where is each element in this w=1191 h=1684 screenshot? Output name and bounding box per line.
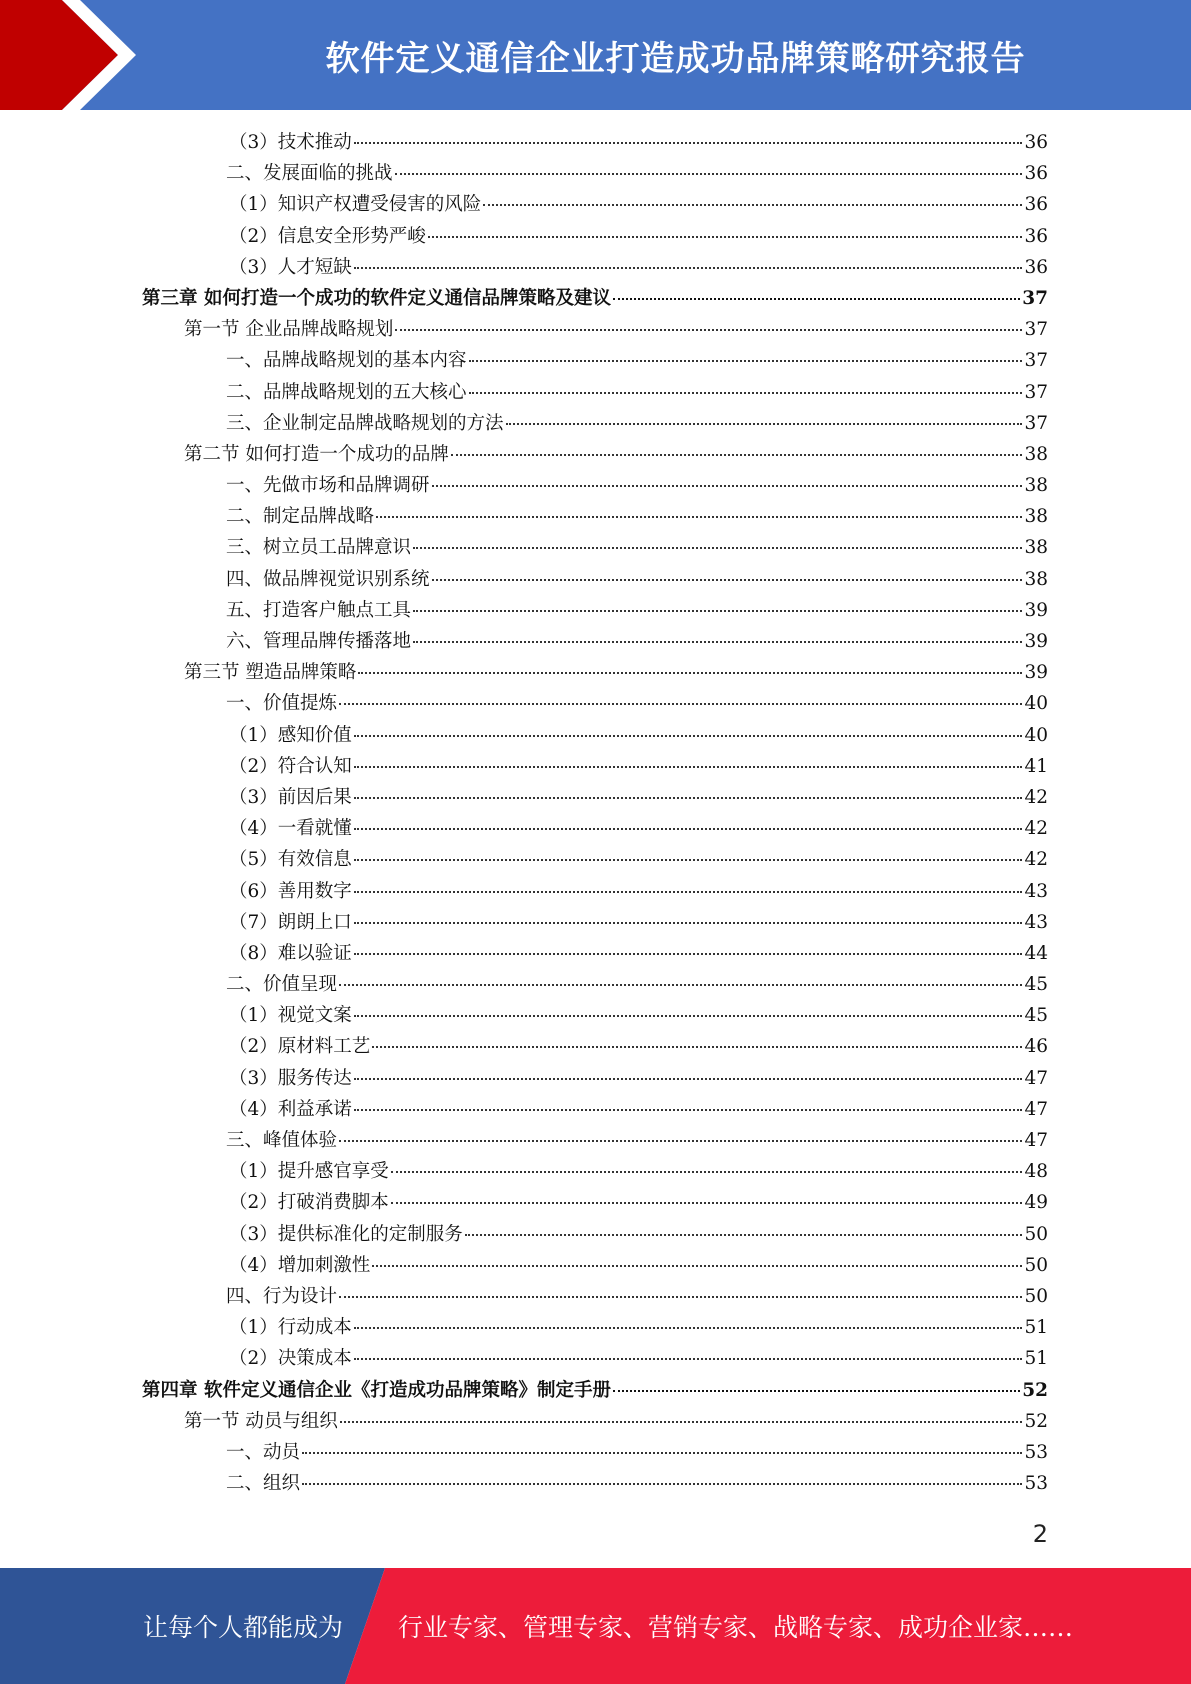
toc-entry[interactable] bbox=[142, 346, 1048, 377]
toc-entry[interactable] bbox=[142, 1344, 1048, 1375]
toc-dot-leader bbox=[354, 266, 1023, 269]
toc-entry-label: 第一节 动员与组织 bbox=[184, 1410, 338, 1432]
toc-dot-leader bbox=[432, 578, 1023, 581]
toc-entry[interactable] bbox=[142, 1438, 1048, 1469]
toc-dot-leader bbox=[354, 796, 1023, 799]
toc-entry-page: 38 bbox=[1024, 568, 1048, 590]
toc-entry-label: （6）善用数字 bbox=[229, 880, 352, 902]
toc-entry-label: 第三章 如何打造一个成功的软件定义通信品牌策略及建议 bbox=[142, 287, 611, 309]
toc-entry-page: 52 bbox=[1022, 1379, 1048, 1401]
toc-entry[interactable] bbox=[142, 1376, 1048, 1407]
toc-entry-label: 四、行为设计 bbox=[226, 1285, 338, 1307]
toc-entry-page: 47 bbox=[1024, 1130, 1048, 1151]
toc-entry[interactable] bbox=[142, 908, 1048, 939]
toc-entry-label: （2）决策成本 bbox=[229, 1348, 352, 1370]
toc-entry-page: 37 bbox=[1022, 287, 1048, 309]
toc-entry-page: 36 bbox=[1024, 132, 1048, 153]
toc-entry-page: 42 bbox=[1024, 818, 1048, 840]
toc-entry[interactable] bbox=[142, 1407, 1048, 1438]
toc-entry-label: （2）符合认知 bbox=[229, 755, 352, 777]
toc-entry-page: 43 bbox=[1024, 911, 1048, 933]
toc-entry[interactable] bbox=[142, 1001, 1048, 1032]
page-header bbox=[0, 0, 1191, 110]
toc-entry-page: 36 bbox=[1024, 256, 1048, 278]
toc-dot-leader bbox=[413, 546, 1022, 549]
toc-entry-page: 38 bbox=[1024, 506, 1048, 528]
toc-dot-leader bbox=[483, 203, 1022, 206]
toc-entry-label: 四、做品牌视觉识别系统 bbox=[226, 568, 430, 590]
table-of-contents bbox=[142, 128, 1048, 1500]
toc-entry-page: 46 bbox=[1024, 1036, 1048, 1058]
toc-dot-leader bbox=[376, 515, 1022, 518]
toc-dot-leader bbox=[340, 1420, 1023, 1423]
toc-dot-leader bbox=[372, 1045, 1022, 1048]
toc-entry[interactable] bbox=[142, 533, 1048, 564]
toc-entry-page: 47 bbox=[1024, 1067, 1048, 1089]
toc-entry[interactable] bbox=[142, 1032, 1048, 1063]
toc-entry[interactable] bbox=[142, 627, 1048, 658]
toc-entry-label: （4）一看就懂 bbox=[229, 818, 352, 840]
toc-entry-page: 39 bbox=[1024, 599, 1048, 621]
toc-dot-leader bbox=[339, 983, 1022, 986]
toc-dot-leader bbox=[354, 827, 1023, 830]
toc-dot-leader bbox=[451, 453, 1023, 456]
toc-entry[interactable] bbox=[142, 1469, 1048, 1500]
toc-entry-label: （1）知识产权遭受侵害的风险 bbox=[229, 194, 482, 216]
toc-entry-page: 45 bbox=[1024, 1005, 1048, 1027]
toc-dot-leader bbox=[613, 1389, 1020, 1392]
toc-dot-leader bbox=[354, 1326, 1023, 1329]
toc-entry-label: 一、价值提炼 bbox=[226, 693, 338, 715]
toc-entry[interactable] bbox=[142, 783, 1048, 814]
toc-entry[interactable] bbox=[142, 596, 1048, 627]
toc-entry-label: 三、树立员工品牌意识 bbox=[226, 537, 412, 559]
toc-entry-label: 六、管理品牌传播落地 bbox=[226, 631, 412, 652]
toc-entry-label: 第二节 如何打造一个成功的品牌 bbox=[184, 443, 449, 465]
toc-entry[interactable] bbox=[142, 1157, 1048, 1188]
toc-entry[interactable] bbox=[142, 565, 1048, 596]
toc-entry-label: （3）服务传达 bbox=[229, 1067, 352, 1089]
toc-dot-leader bbox=[354, 952, 1023, 955]
toc-entry-page: 40 bbox=[1024, 724, 1048, 746]
toc-dot-leader bbox=[413, 609, 1022, 612]
toc-dot-leader bbox=[354, 734, 1023, 737]
toc-dot-leader bbox=[354, 141, 1023, 144]
toc-entry-page: 47 bbox=[1024, 1098, 1048, 1120]
toc-entry-label: 二、价值呈现 bbox=[226, 974, 338, 996]
toc-entry-page: 51 bbox=[1024, 1317, 1048, 1339]
page-footer bbox=[0, 1568, 1191, 1684]
toc-dot-leader bbox=[469, 391, 1023, 394]
toc-entry-page: 36 bbox=[1024, 194, 1048, 216]
toc-entry[interactable] bbox=[142, 471, 1048, 502]
toc-dot-leader bbox=[395, 172, 1023, 175]
toc-entry-label: 一、品牌战略规划的基本内容 bbox=[226, 350, 467, 372]
toc-dot-leader bbox=[339, 1295, 1022, 1298]
toc-entry[interactable] bbox=[142, 1282, 1048, 1313]
toc-entry[interactable] bbox=[142, 222, 1048, 253]
toc-entry[interactable] bbox=[142, 440, 1048, 471]
toc-entry-label: （5）有效信息 bbox=[229, 849, 352, 871]
toc-dot-leader bbox=[372, 1264, 1022, 1267]
toc-entry-page: 48 bbox=[1024, 1161, 1048, 1183]
toc-entry-page: 37 bbox=[1024, 381, 1048, 403]
toc-entry-label: （4）利益承诺 bbox=[229, 1098, 352, 1120]
toc-entry-label: （3）人才短缺 bbox=[229, 256, 352, 278]
toc-entry-label: 二、发展面临的挑战 bbox=[226, 163, 393, 185]
footer-slogan-left: 让每个人都能成为 bbox=[143, 1613, 344, 1642]
toc-dot-leader bbox=[506, 422, 1023, 425]
toc-entry-page: 37 bbox=[1024, 319, 1048, 341]
toc-entry-page: 38 bbox=[1024, 475, 1048, 497]
toc-entry[interactable] bbox=[142, 1313, 1048, 1344]
toc-dot-leader bbox=[391, 1201, 1023, 1204]
toc-entry-page: 53 bbox=[1024, 1441, 1048, 1463]
toc-entry-label: （3）提供标准化的定制服务 bbox=[229, 1223, 463, 1245]
toc-entry-label: 二、制定品牌战略 bbox=[226, 506, 375, 528]
toc-entry[interactable] bbox=[142, 939, 1048, 970]
toc-entry[interactable] bbox=[142, 378, 1048, 409]
toc-entry-page: 36 bbox=[1024, 225, 1048, 247]
toc-entry[interactable] bbox=[142, 877, 1048, 908]
toc-entry-label: （4）增加刺激性 bbox=[229, 1254, 371, 1276]
toc-entry[interactable] bbox=[142, 970, 1048, 1001]
toc-dot-leader bbox=[302, 1451, 1022, 1454]
toc-entry-page: 43 bbox=[1024, 880, 1048, 902]
document-title: 软件定义通信企业打造成功品牌策略研究报告 bbox=[325, 38, 1026, 79]
toc-entry-page: 53 bbox=[1024, 1473, 1048, 1495]
toc-dot-leader bbox=[465, 1233, 1023, 1236]
toc-dot-leader bbox=[613, 297, 1020, 300]
toc-dot-leader bbox=[395, 328, 1022, 331]
toc-entry[interactable] bbox=[142, 502, 1048, 533]
toc-entry-label: 一、先做市场和品牌调研 bbox=[226, 475, 430, 497]
toc-entry-label: （1）视觉文案 bbox=[229, 1005, 352, 1027]
toc-entry-page: 42 bbox=[1024, 786, 1048, 808]
toc-entry-label: 五、打造客户触点工具 bbox=[226, 599, 412, 621]
toc-entry[interactable] bbox=[142, 1064, 1048, 1095]
toc-entry[interactable] bbox=[142, 1251, 1048, 1282]
toc-entry-label: 二、品牌战略规划的五大核心 bbox=[226, 381, 467, 403]
toc-dot-leader bbox=[354, 858, 1023, 861]
toc-entry-label: （2）原材料工艺 bbox=[229, 1036, 371, 1058]
toc-entry-page: 41 bbox=[1024, 755, 1048, 777]
toc-entry[interactable] bbox=[142, 284, 1048, 315]
toc-entry-page: 40 bbox=[1024, 693, 1048, 715]
toc-dot-leader bbox=[469, 359, 1023, 362]
toc-entry[interactable] bbox=[142, 1126, 1048, 1157]
toc-dot-leader bbox=[354, 1357, 1023, 1360]
toc-dot-leader bbox=[354, 1108, 1023, 1111]
toc-entry-page: 39 bbox=[1024, 662, 1048, 684]
toc-entry-page: 50 bbox=[1024, 1223, 1048, 1245]
toc-entry[interactable] bbox=[142, 689, 1048, 720]
toc-entry-label: （3）技术推动 bbox=[229, 132, 352, 153]
toc-dot-leader bbox=[432, 484, 1023, 487]
toc-entry-page: 51 bbox=[1024, 1348, 1048, 1370]
toc-entry-page: 38 bbox=[1024, 537, 1048, 559]
toc-dot-leader bbox=[339, 1139, 1022, 1142]
toc-entry-label: 第四章 软件定义通信企业《打造成功品牌策略》制定手册 bbox=[142, 1379, 611, 1401]
toc-entry[interactable] bbox=[142, 1188, 1048, 1219]
page-number: 2 bbox=[1032, 1520, 1048, 1548]
toc-entry[interactable] bbox=[142, 190, 1048, 221]
toc-entry-label: （1）提升感官享受 bbox=[229, 1161, 389, 1183]
toc-entry-label: （2）打破消费脚本 bbox=[229, 1192, 389, 1214]
toc-entry-page: 44 bbox=[1024, 942, 1048, 964]
toc-entry-label: 三、峰值体验 bbox=[226, 1130, 338, 1151]
toc-dot-leader bbox=[354, 890, 1023, 893]
toc-dot-leader bbox=[354, 1014, 1023, 1017]
toc-entry-page: 39 bbox=[1024, 631, 1048, 652]
toc-entry[interactable] bbox=[142, 752, 1048, 783]
toc-entry-label: （7）朗朗上口 bbox=[229, 911, 352, 933]
toc-dot-leader bbox=[358, 671, 1022, 674]
toc-entry-label: 三、企业制定品牌战略规划的方法 bbox=[226, 412, 504, 434]
toc-entry[interactable] bbox=[142, 1220, 1048, 1251]
toc-entry-label: 二、组织 bbox=[226, 1473, 301, 1495]
toc-entry-page: 37 bbox=[1024, 350, 1048, 372]
toc-entry[interactable] bbox=[142, 1095, 1048, 1126]
toc-dot-leader bbox=[354, 921, 1023, 924]
toc-entry[interactable] bbox=[142, 658, 1048, 689]
toc-entry-label: （1）感知价值 bbox=[229, 724, 352, 746]
toc-dot-leader bbox=[354, 1077, 1023, 1080]
toc-entry[interactable] bbox=[142, 845, 1048, 876]
toc-entry-label: （2）信息安全形势严峻 bbox=[229, 225, 426, 247]
toc-entry-page: 49 bbox=[1024, 1192, 1048, 1214]
toc-entry-label: 第一节 企业品牌战略规划 bbox=[184, 319, 394, 341]
toc-entry[interactable] bbox=[142, 159, 1048, 190]
toc-dot-leader bbox=[354, 765, 1023, 768]
toc-entry-page: 38 bbox=[1024, 443, 1048, 465]
toc-dot-leader bbox=[391, 1170, 1023, 1173]
toc-dot-leader bbox=[339, 702, 1022, 705]
toc-entry-label: （1）行动成本 bbox=[229, 1317, 352, 1339]
toc-entry[interactable] bbox=[142, 128, 1048, 159]
toc-dot-leader bbox=[413, 640, 1022, 643]
toc-entry-label: （3）前因后果 bbox=[229, 786, 352, 808]
toc-entry-page: 50 bbox=[1024, 1285, 1048, 1307]
toc-entry-page: 37 bbox=[1024, 412, 1048, 434]
toc-entry-label: （8）难以验证 bbox=[229, 942, 352, 964]
toc-entry-page: 50 bbox=[1024, 1254, 1048, 1276]
toc-entry-page: 45 bbox=[1024, 974, 1048, 996]
toc-entry-page: 42 bbox=[1024, 849, 1048, 871]
toc-entry-label: 第三节 塑造品牌策略 bbox=[184, 662, 357, 684]
toc-dot-leader bbox=[428, 235, 1023, 238]
toc-entry[interactable] bbox=[142, 721, 1048, 752]
footer-slogan-right: 行业专家、管理专家、营销专家、战略专家、成功企业家…… bbox=[398, 1613, 1074, 1642]
toc-entry[interactable] bbox=[142, 315, 1048, 346]
toc-entry-page: 36 bbox=[1024, 163, 1048, 185]
toc-entry[interactable] bbox=[142, 814, 1048, 845]
toc-entry[interactable] bbox=[142, 253, 1048, 284]
toc-entry-page: 52 bbox=[1024, 1410, 1048, 1432]
toc-entry-label: 一、动员 bbox=[226, 1441, 301, 1463]
toc-entry[interactable] bbox=[142, 409, 1048, 440]
toc-dot-leader bbox=[302, 1482, 1022, 1485]
